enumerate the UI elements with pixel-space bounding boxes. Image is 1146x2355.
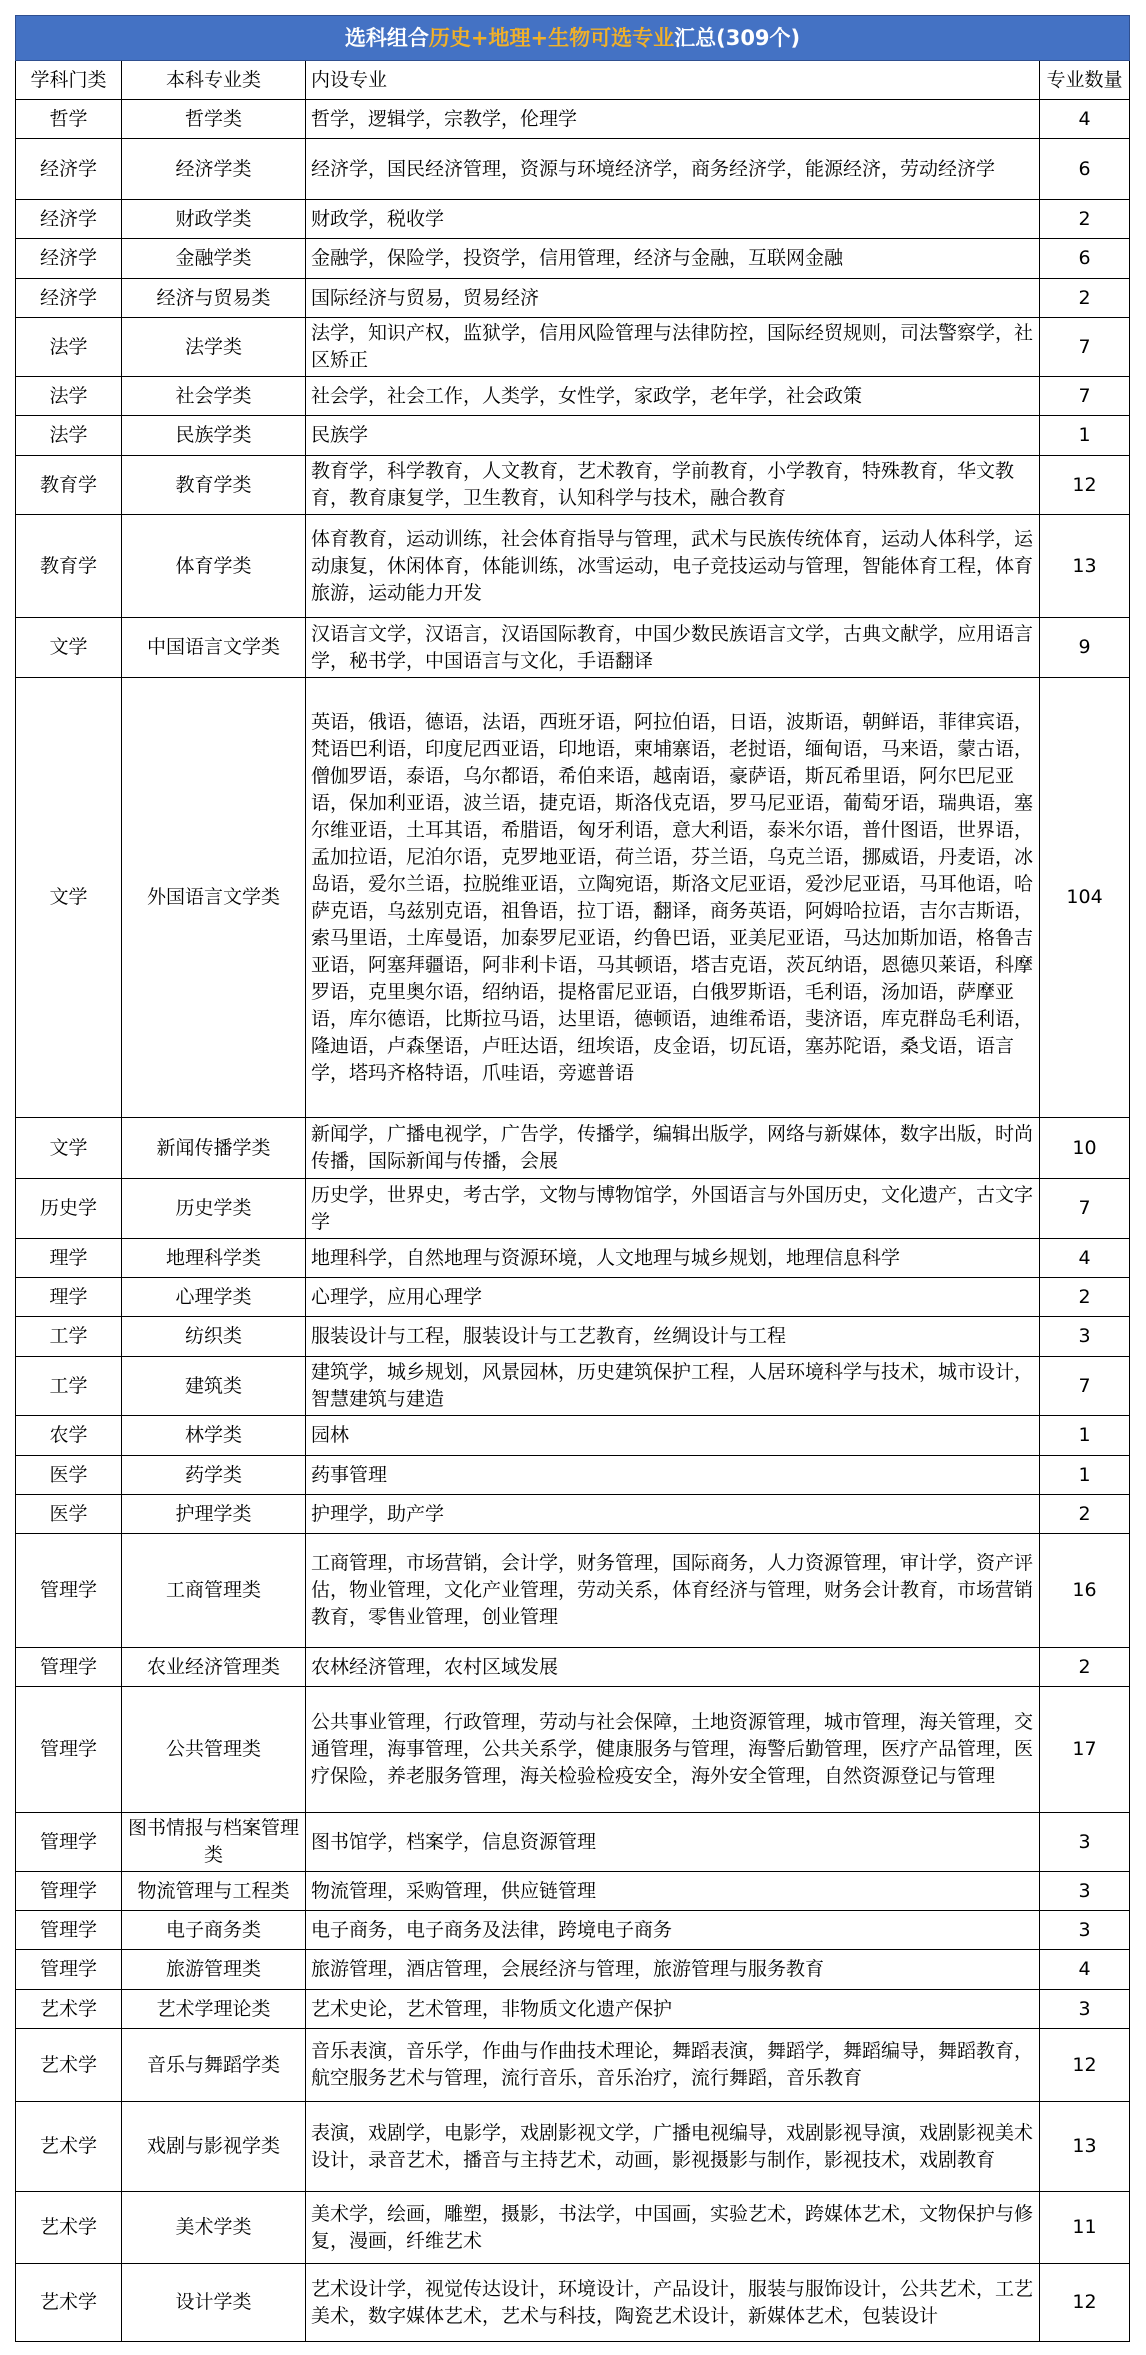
table-row (16, 2192, 1130, 2264)
table-row (16, 1317, 1130, 1357)
title-suffix: 汇总(309个) (674, 25, 801, 50)
category-cell: 教育学 (16, 456, 122, 515)
header-class: 本科专业类 (122, 61, 306, 100)
table-row (16, 416, 1130, 456)
class-cell: 地理科学类 (122, 1239, 306, 1278)
count-cell: 7 (1040, 318, 1130, 377)
table-row (16, 618, 1130, 678)
table-row (16, 139, 1130, 200)
majors-cell: 公共事业管理，行政管理，劳动与社会保障，土地资源管理，城市管理，海关管理，交通管理，海事管理，公共关系学，健康服务与管理，海警后勤管理，医疗产品管理，医疗保险，养老服务管理，海关检验检疫安全，海外安全管理，自然资源登记与管理 (306, 1687, 1040, 1813)
class-cell: 中国语言文学类 (122, 618, 306, 678)
class-cell: 农业经济管理类 (122, 1648, 306, 1687)
table-row (16, 1950, 1130, 1990)
table-row (16, 1456, 1130, 1495)
count-cell: 3 (1040, 1813, 1130, 1872)
majors-cell: 国际经济与贸易，贸易经济 (306, 279, 1040, 318)
header-count: 专业数量 (1040, 61, 1130, 100)
majors-cell: 艺术设计学，视觉传达设计，环境设计，产品设计，服装与服饰设计，公共艺术，工艺美术，数字媒体艺术，艺术与科技，陶瓷艺术设计，新媒体艺术，包装设计 (306, 2264, 1040, 2342)
class-cell: 经济与贸易类 (122, 279, 306, 318)
table-row (16, 100, 1130, 139)
majors-cell: 新闻学，广播电视学，广告学，传播学，编辑出版学，网络与新媒体，数字出版，时尚传播，国际新闻与传播，会展 (306, 1118, 1040, 1179)
majors-cell: 历史学，世界史，考古学，文物与博物馆学，外国语言与外国历史，文化遗产，古文字学 (306, 1179, 1040, 1239)
category-cell: 艺术学 (16, 2102, 122, 2192)
class-cell: 旅游管理类 (122, 1950, 306, 1990)
count-cell: 4 (1040, 100, 1130, 139)
class-cell: 金融学类 (122, 239, 306, 279)
table-row (16, 515, 1130, 618)
category-cell: 法学 (16, 377, 122, 416)
table-row (16, 1687, 1130, 1813)
table-row (16, 1118, 1130, 1179)
class-cell: 设计学类 (122, 2264, 306, 2342)
count-cell: 6 (1040, 239, 1130, 279)
count-cell: 2 (1040, 279, 1130, 318)
count-cell: 13 (1040, 515, 1130, 618)
category-cell: 管理学 (16, 1648, 122, 1687)
count-cell: 16 (1040, 1534, 1130, 1648)
majors-cell: 表演，戏剧学，电影学，戏剧影视文学，广播电视编导，戏剧影视导演，戏剧影视美术设计，录音艺术，播音与主持艺术，动画，影视摄影与制作，影视技术，戏剧教育 (306, 2102, 1040, 2192)
category-cell: 法学 (16, 416, 122, 456)
table-row (16, 1278, 1130, 1317)
category-cell: 艺术学 (16, 2192, 122, 2264)
count-cell: 13 (1040, 2102, 1130, 2192)
category-cell: 农学 (16, 1416, 122, 1456)
category-cell: 教育学 (16, 515, 122, 618)
count-cell: 2 (1040, 1648, 1130, 1687)
table-title (16, 16, 1130, 61)
class-cell: 艺术学理论类 (122, 1990, 306, 2029)
table-row (16, 377, 1130, 416)
class-cell: 药学类 (122, 1456, 306, 1495)
majors-cell: 护理学，助产学 (306, 1495, 1040, 1534)
table-row (16, 2264, 1130, 2342)
table-row (16, 239, 1130, 279)
count-cell: 3 (1040, 1317, 1130, 1357)
table-row (16, 1911, 1130, 1950)
title-highlight: 历史+地理+生物可选专业 (428, 25, 675, 50)
majors-cell: 园林 (306, 1416, 1040, 1456)
header-majors: 内设专业 (306, 61, 1040, 100)
category-cell: 经济学 (16, 279, 122, 318)
class-cell: 美术学类 (122, 2192, 306, 2264)
class-cell: 工商管理类 (122, 1534, 306, 1648)
majors-cell: 地理科学，自然地理与资源环境，人文地理与城乡规划，地理信息科学 (306, 1239, 1040, 1278)
majors-cell: 金融学，保险学，投资学，信用管理，经济与金融，互联网金融 (306, 239, 1040, 279)
table-row (16, 2029, 1130, 2102)
count-cell: 4 (1040, 1950, 1130, 1990)
table-row (16, 456, 1130, 515)
category-cell: 管理学 (16, 1813, 122, 1872)
table-row (16, 318, 1130, 377)
majors-cell: 建筑学，城乡规划，风景园林，历史建筑保护工程，人居环境科学与技术，城市设计，智慧建筑与建造 (306, 1357, 1040, 1416)
category-cell: 历史学 (16, 1179, 122, 1239)
class-cell: 物流管理与工程类 (122, 1872, 306, 1911)
category-cell: 哲学 (16, 100, 122, 139)
category-cell: 管理学 (16, 1872, 122, 1911)
class-cell: 经济学类 (122, 139, 306, 200)
majors-cell: 艺术史论，艺术管理，非物质文化遗产保护 (306, 1990, 1040, 2029)
count-cell: 3 (1040, 1911, 1130, 1950)
table-row (16, 1648, 1130, 1687)
count-cell: 12 (1040, 456, 1130, 515)
count-cell: 9 (1040, 618, 1130, 678)
count-cell: 1 (1040, 1416, 1130, 1456)
category-cell: 医学 (16, 1456, 122, 1495)
title-prefix: 选科组合 (344, 25, 429, 50)
table-row (16, 1872, 1130, 1911)
category-cell: 文学 (16, 618, 122, 678)
class-cell: 民族学类 (122, 416, 306, 456)
majors-cell: 法学，知识产权，监狱学，信用风险管理与法律防控，国际经贸规则，司法警察学，社区矫正 (306, 318, 1040, 377)
majors-cell: 体育教育，运动训练，社会体育指导与管理，武术与民族传统体育，运动人体科学，运动康复，休闲体育，体能训练，冰雪运动，电子竞技运动与管理，智能体育工程，体育旅游，运动能力开发 (306, 515, 1040, 618)
class-cell: 社会学类 (122, 377, 306, 416)
majors-cell: 教育学，科学教育，人文教育，艺术教育，学前教育，小学教育，特殊教育，华文教育，教育康复学，卫生教育，认知科学与技术，融合教育 (306, 456, 1040, 515)
category-cell: 文学 (16, 678, 122, 1118)
header-category: 学科门类 (16, 61, 122, 100)
count-cell: 3 (1040, 1872, 1130, 1911)
class-cell: 纺织类 (122, 1317, 306, 1357)
majors-cell: 电子商务，电子商务及法律，跨境电子商务 (306, 1911, 1040, 1950)
title-row (16, 16, 1130, 61)
class-cell: 体育学类 (122, 515, 306, 618)
majors-cell: 物流管理，采购管理，供应链管理 (306, 1872, 1040, 1911)
majors-cell: 工商管理，市场营销，会计学，财务管理，国际商务，人力资源管理，审计学，资产评估，物业管理，文化产业管理，劳动关系，体育经济与管理，财务会计教育，市场营销教育，零售业管理，创业管理 (306, 1534, 1040, 1648)
category-cell: 工学 (16, 1357, 122, 1416)
majors-cell: 音乐表演，音乐学，作曲与作曲技术理论，舞蹈表演，舞蹈学，舞蹈编导，舞蹈教育，航空服务艺术与管理，流行音乐，音乐治疗，流行舞蹈，音乐教育 (306, 2029, 1040, 2102)
class-cell: 哲学类 (122, 100, 306, 139)
class-cell: 法学类 (122, 318, 306, 377)
majors-cell: 社会学，社会工作，人类学，女性学，家政学，老年学，社会政策 (306, 377, 1040, 416)
majors-cell: 农林经济管理，农村区域发展 (306, 1648, 1040, 1687)
table-row (16, 1990, 1130, 2029)
count-cell: 1 (1040, 1456, 1130, 1495)
majors-cell: 图书馆学，档案学，信息资源管理 (306, 1813, 1040, 1872)
count-cell: 3 (1040, 1990, 1130, 2029)
category-cell: 文学 (16, 1118, 122, 1179)
class-cell: 戏剧与影视学类 (122, 2102, 306, 2192)
table-row (16, 678, 1130, 1118)
table-row (16, 1357, 1130, 1416)
class-cell: 心理学类 (122, 1278, 306, 1317)
class-cell: 护理学类 (122, 1495, 306, 1534)
class-cell: 建筑类 (122, 1357, 306, 1416)
class-cell: 财政学类 (122, 200, 306, 239)
majors-cell: 心理学，应用心理学 (306, 1278, 1040, 1317)
majors-cell: 财政学，税收学 (306, 200, 1040, 239)
count-cell: 17 (1040, 1687, 1130, 1813)
class-cell: 外国语言文学类 (122, 678, 306, 1118)
table-row (16, 2102, 1130, 2192)
count-cell: 4 (1040, 1239, 1130, 1278)
class-cell: 教育学类 (122, 456, 306, 515)
class-cell: 音乐与舞蹈学类 (122, 2029, 306, 2102)
count-cell: 12 (1040, 2264, 1130, 2342)
count-cell: 7 (1040, 1357, 1130, 1416)
majors-cell: 美术学，绘画，雕塑，摄影，书法学，中国画，实验艺术，跨媒体艺术，文物保护与修复，漫画，纤维艺术 (306, 2192, 1040, 2264)
majors-cell: 旅游管理，酒店管理，会展经济与管理，旅游管理与服务教育 (306, 1950, 1040, 1990)
majors-cell: 英语，俄语，德语，法语，西班牙语，阿拉伯语，日语，波斯语，朝鲜语，菲律宾语，梵语巴利语，印度尼西亚语，印地语，柬埔寨语，老挝语，缅甸语，马来语，蒙古语，僧伽罗语，泰语，乌尔都语，希伯来语，越南语，豪萨语，斯瓦希里语，阿尔巴尼亚语，保加利亚语，波兰语，捷克语，斯洛伐克语，罗马尼亚语，葡萄牙语，瑞典语，塞尔维亚语，土耳其语，希腊语，匈牙利语，意大利语，泰米尔语，普什图语，世界语，孟加拉语，尼泊尔语，克罗地亚语，荷兰语，芬兰语，乌克兰语，挪威语，丹麦语，冰岛语，爱尔兰语，拉脱维亚语，立陶宛语，斯洛文尼亚语，爱沙尼亚语，马耳他语，哈萨克语，乌兹别克语，祖鲁语，拉丁语，翻译，商务英语，阿姆哈拉语，吉尔吉斯语，索马里语，土库曼语，加泰罗尼亚语，约鲁巴语，亚美尼亚语，马达加斯加语，格鲁吉亚语，阿塞拜疆语，阿非利卡语，马其顿语，塔吉克语，茨瓦纳语，恩德贝莱语，科摩罗语，克里奥尔语，绍纳语，提格雷尼亚语，白俄罗斯语，毛利语，汤加语，萨摩亚语，库尔德语，比斯拉马语，达里语，德顿语，迪维希语，斐济语，库克群岛毛利语，隆迪语，卢森堡语，卢旺达语，纽埃语，皮金语，切瓦语，塞苏陀语，桑戈语，语言学，塔玛齐格特语，爪哇语，旁遮普语 (306, 678, 1040, 1118)
table-row (16, 1239, 1130, 1278)
majors-cell: 哲学，逻辑学，宗教学，伦理学 (306, 100, 1040, 139)
majors-cell: 药事管理 (306, 1456, 1040, 1495)
class-cell: 图书情报与档案管理类 (122, 1813, 306, 1872)
class-cell: 新闻传播学类 (122, 1118, 306, 1179)
category-cell: 工学 (16, 1317, 122, 1357)
category-cell: 经济学 (16, 239, 122, 279)
category-cell: 管理学 (16, 1687, 122, 1813)
category-cell: 经济学 (16, 200, 122, 239)
count-cell: 10 (1040, 1118, 1130, 1179)
count-cell: 7 (1040, 377, 1130, 416)
category-cell: 法学 (16, 318, 122, 377)
count-cell: 104 (1040, 678, 1130, 1118)
table-row (16, 200, 1130, 239)
category-cell: 理学 (16, 1239, 122, 1278)
category-cell: 艺术学 (16, 2029, 122, 2102)
class-cell: 电子商务类 (122, 1911, 306, 1950)
header-row (16, 61, 1130, 100)
table-row (16, 279, 1130, 318)
count-cell: 6 (1040, 139, 1130, 200)
table-row (16, 1534, 1130, 1648)
count-cell: 1 (1040, 416, 1130, 456)
majors-cell: 汉语言文学，汉语言，汉语国际教育，中国少数民族语言文学，古典文献学，应用语言学，秘书学，中国语言与文化，手语翻译 (306, 618, 1040, 678)
category-cell: 管理学 (16, 1911, 122, 1950)
class-cell: 公共管理类 (122, 1687, 306, 1813)
class-cell: 林学类 (122, 1416, 306, 1456)
majors-summary-table (15, 15, 1130, 2342)
count-cell: 11 (1040, 2192, 1130, 2264)
majors-cell: 服装设计与工程，服装设计与工艺教育，丝绸设计与工程 (306, 1317, 1040, 1357)
count-cell: 12 (1040, 2029, 1130, 2102)
count-cell: 2 (1040, 1278, 1130, 1317)
category-cell: 经济学 (16, 139, 122, 200)
table-row (16, 1416, 1130, 1456)
table-row (16, 1495, 1130, 1534)
category-cell: 管理学 (16, 1534, 122, 1648)
table-row (16, 1179, 1130, 1239)
category-cell: 艺术学 (16, 2264, 122, 2342)
category-cell: 理学 (16, 1278, 122, 1317)
category-cell: 艺术学 (16, 1990, 122, 2029)
count-cell: 2 (1040, 1495, 1130, 1534)
class-cell: 历史学类 (122, 1179, 306, 1239)
majors-cell: 民族学 (306, 416, 1040, 456)
count-cell: 7 (1040, 1179, 1130, 1239)
majors-cell: 经济学，国民经济管理，资源与环境经济学，商务经济学，能源经济，劳动经济学 (306, 139, 1040, 200)
table-row (16, 1813, 1130, 1872)
category-cell: 管理学 (16, 1950, 122, 1990)
category-cell: 医学 (16, 1495, 122, 1534)
count-cell: 2 (1040, 200, 1130, 239)
